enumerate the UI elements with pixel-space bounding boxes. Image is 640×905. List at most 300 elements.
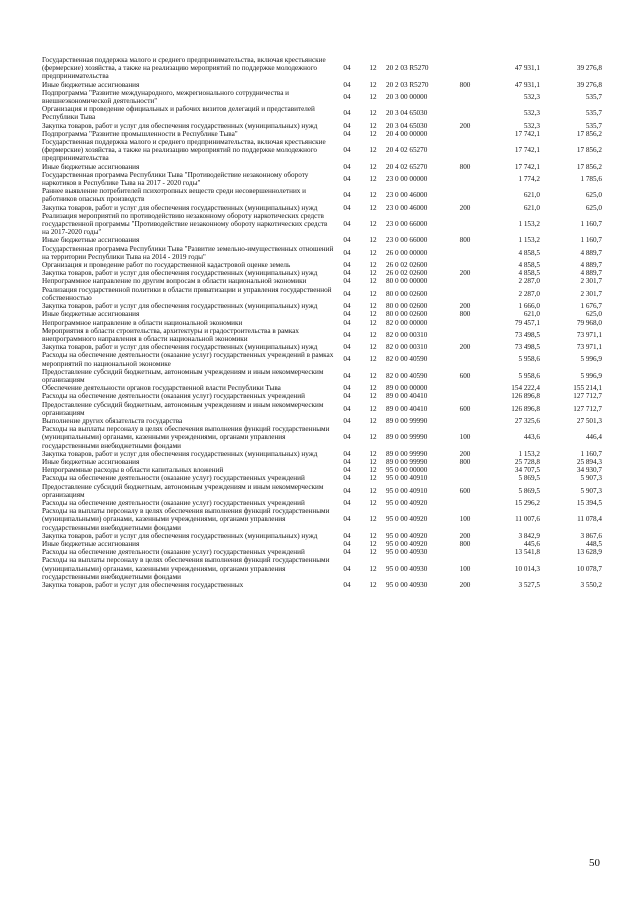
- row-expense-type: 800: [459, 162, 471, 171]
- row-name: Иные бюджетные ассигнования: [42, 539, 140, 548]
- table-row: [42, 417, 602, 425]
- table-row: [42, 261, 602, 269]
- table-row: [42, 384, 602, 392]
- row-expense-type: 200: [459, 121, 471, 130]
- row-expense-type: 200: [459, 269, 471, 278]
- row-subsection-code: 12: [369, 80, 377, 89]
- row-amount-year-2: 39 276,8: [576, 80, 602, 89]
- row-amount-year-1: 532,3: [523, 121, 540, 130]
- row-expense-type: 800: [459, 539, 471, 548]
- row-section-code: 04: [343, 564, 351, 573]
- row-name: Расходы на обеспечение деятельности (оказание услуг) государственных учреждений: [42, 548, 305, 557]
- row-target-article: 89 0 00 40410: [386, 404, 428, 413]
- row-target-article: 95 0 00 40920: [386, 539, 428, 548]
- row-name: Закупка товаров, работ и услуг для обеспечения государственных (муниципальных) нужд: [42, 302, 318, 311]
- table-row: [42, 171, 602, 187]
- row-section-code: 04: [343, 146, 351, 155]
- row-expense-type: [452, 56, 478, 81]
- row-expense-type: [452, 245, 478, 261]
- row-amount-year-1: 1 774,2: [518, 174, 540, 183]
- row-target-article: 95 0 00 40910: [386, 486, 428, 495]
- row-expense-type: [452, 261, 478, 269]
- row-target-article: 95 0 00 40920: [386, 515, 428, 524]
- row-section-code: 04: [343, 310, 351, 319]
- table-row: [42, 163, 602, 171]
- row-name: Государственная поддержка малого и среднего предпринимательства, включая крестьянские (фермерские) хозяйства, а также на реализацию мероприятий по поддержке молодежного предпринимательства: [42, 56, 326, 81]
- row-section-code: 04: [343, 174, 351, 183]
- row-expense-type: 800: [459, 310, 471, 319]
- row-section-code: 04: [343, 449, 351, 458]
- table-row: [42, 581, 602, 589]
- row-expense-type: [452, 138, 478, 163]
- row-subsection-code: 12: [369, 302, 377, 311]
- row-amount-year-1: 2 287,0: [518, 277, 540, 286]
- row-name: Предоставление субсидий бюджетным, автономным учреждениям и иным некоммерческим организациям: [42, 400, 324, 417]
- row-amount-year-1: 621,0: [523, 203, 540, 212]
- row-subsection-code: 12: [369, 392, 377, 401]
- row-section-code: 04: [343, 277, 351, 286]
- row-section-code: 04: [343, 498, 351, 507]
- row-section-code: 04: [343, 548, 351, 557]
- row-target-article: 89 0 00 99990: [386, 416, 428, 425]
- row-expense-type: 200: [459, 203, 471, 212]
- row-expense-type: 200: [459, 531, 471, 540]
- table-row: [42, 351, 602, 367]
- row-amount-year-1: 126 896,8: [511, 404, 540, 413]
- row-amount-year-2: 17 856,2: [576, 129, 602, 138]
- row-name: Реализация мероприятий по противодействию незаконному обороту наркотических средств государственной программы "Противодействие незаконному обороту наркотических средств на 2017-2020 годы": [42, 211, 328, 237]
- row-amount-year-2: 73 971,1: [576, 343, 602, 352]
- row-name: Мероприятия в области строительства, архитектуры и градостроительства в рамках внепрограммного направления в области национальной экономики: [42, 326, 300, 343]
- row-amount-year-2: 625,0: [585, 310, 602, 319]
- row-subsection-code: 12: [369, 174, 377, 183]
- row-subsection-code: 12: [369, 220, 377, 229]
- row-name: Предоставление субсидий бюджетным, автономным учреждениям и иным некоммерческим организациям: [42, 367, 324, 384]
- row-amount-year-2: 4 889,7: [580, 248, 602, 257]
- row-amount-year-1: 1 153,2: [518, 236, 540, 245]
- row-target-article: 26 0 00 00000: [386, 248, 428, 257]
- table-row: [42, 236, 602, 244]
- row-section-code: 04: [343, 64, 351, 73]
- row-section-code: 04: [343, 121, 351, 130]
- row-expense-type: 800: [459, 236, 471, 245]
- row-target-article: 23 0 00 00000: [386, 174, 428, 183]
- row-target-article: 20 4 00 00000: [386, 129, 428, 138]
- row-expense-type: [452, 327, 478, 343]
- row-section-code: 04: [343, 80, 351, 89]
- row-name: Реализация государственной политики в области приватизации и управления государственной собственностью: [42, 285, 332, 302]
- row-subsection-code: 12: [369, 404, 377, 413]
- table-row: [42, 401, 602, 417]
- row-expense-type: 800: [459, 80, 471, 89]
- row-section-code: 04: [343, 433, 351, 442]
- row-subsection-code: 12: [369, 457, 377, 466]
- row-name: Расходы на обеспечение деятельности (оказания услуг) государственных учреждений: [42, 392, 305, 401]
- row-expense-type: [452, 548, 478, 556]
- row-amount-year-1: 17 742,1: [514, 129, 540, 138]
- row-subsection-code: 12: [369, 318, 377, 327]
- table-row: [42, 483, 602, 499]
- row-section-code: 04: [343, 486, 351, 495]
- row-section-code: 04: [343, 474, 351, 483]
- row-target-article: 20 3 04 65030: [386, 121, 428, 130]
- row-name: Подпрограмма "Развитие промышленности в Республике Тыва": [42, 129, 238, 138]
- row-amount-year-2: 1 160,7: [580, 449, 602, 458]
- row-amount-year-2: 13 628,9: [576, 548, 602, 557]
- row-target-article: 82 0 00 00310: [386, 343, 428, 352]
- row-amount-year-2: 1 676,7: [580, 302, 602, 311]
- row-target-article: 89 0 00 99990: [386, 449, 428, 458]
- row-amount-year-2: 4 889,7: [580, 261, 602, 270]
- table-row: [42, 89, 602, 105]
- row-target-article: 89 0 00 00000: [386, 384, 428, 393]
- row-subsection-code: 12: [369, 121, 377, 130]
- row-target-article: 82 0 00 40590: [386, 371, 428, 380]
- table-row: [42, 556, 602, 581]
- row-section-code: 04: [343, 539, 351, 548]
- table-row: [42, 187, 602, 203]
- row-name: Закупка товаров, работ и услуг для обеспечения государственных (муниципальных) нужд: [42, 449, 318, 458]
- row-amount-year-2: 27 501,3: [576, 416, 602, 425]
- row-subsection-code: 12: [369, 581, 377, 589]
- row-amount-year-2: 17 856,2: [576, 162, 602, 171]
- row-expense-type: 200: [459, 343, 471, 352]
- row-expense-type: 100: [459, 433, 471, 442]
- row-subsection-code: 12: [369, 191, 377, 200]
- row-expense-type: [452, 89, 478, 105]
- row-amount-year-1: 1 666,0: [518, 302, 540, 311]
- row-expense-type: [452, 319, 478, 327]
- table-row: [42, 327, 602, 343]
- row-target-article: 20 3 00 00000: [386, 92, 428, 101]
- row-expense-type: [452, 277, 478, 285]
- table-row: [42, 286, 602, 302]
- row-amount-year-1: 4 858,5: [518, 261, 540, 270]
- row-section-code: 04: [343, 92, 351, 101]
- row-section-code: 04: [343, 581, 351, 589]
- row-amount-year-1: 1 153,2: [518, 449, 540, 458]
- row-section-code: 04: [343, 220, 351, 229]
- row-amount-year-1: 13 541,8: [514, 548, 540, 557]
- table-row: [42, 122, 602, 130]
- row-amount-year-1: 4 858,5: [518, 248, 540, 257]
- row-name: Закупка товаров, работ и услуг для обеспечения государственных (муниципальных) нужд: [42, 121, 318, 130]
- row-section-code: 04: [343, 289, 351, 298]
- table-row: [42, 138, 602, 163]
- row-amount-year-2: 25 894,3: [576, 457, 602, 466]
- row-amount-year-1: 532,3: [523, 92, 540, 101]
- row-name: Предоставление субсидий бюджетным, автономным учреждениям и иным некоммерческим организациям: [42, 482, 324, 499]
- row-name: Государственная программа Республики Тыва "Развитие земельно-имущественных отношений на территории Республики Тыва на 2014 - 2019 годы": [42, 244, 334, 261]
- row-subsection-code: 12: [369, 384, 377, 393]
- row-section-code: 04: [343, 416, 351, 425]
- row-amount-year-2: 17 856,2: [576, 146, 602, 155]
- table-row: [42, 56, 602, 81]
- table-row: [42, 81, 602, 89]
- row-amount-year-2: 39 276,8: [576, 64, 602, 73]
- row-section-code: 04: [343, 203, 351, 212]
- row-target-article: 80 0 00 00000: [386, 277, 428, 286]
- table-row: [42, 343, 602, 351]
- table-row: [42, 319, 602, 327]
- row-name: Закупка товаров, работ и услуг для обеспечения государственных (муниципальных) нужд: [42, 531, 318, 540]
- row-target-article: 80 0 00 02600: [386, 310, 428, 319]
- row-section-code: 04: [343, 109, 351, 118]
- row-expense-type: [452, 474, 478, 482]
- row-amount-year-1: 126 896,8: [511, 392, 540, 401]
- budget-table: [42, 56, 602, 589]
- row-amount-year-2: 625,0: [585, 203, 602, 212]
- row-amount-year-1: 73 498,5: [514, 330, 540, 339]
- row-expense-type: [452, 417, 478, 425]
- row-subsection-code: 12: [369, 416, 377, 425]
- row-section-code: 04: [343, 515, 351, 524]
- page-number: 50: [589, 857, 600, 869]
- row-amount-year-1: 17 742,1: [514, 146, 540, 155]
- row-amount-year-1: 15 296,2: [514, 498, 540, 507]
- row-section-code: 04: [343, 355, 351, 364]
- row-subsection-code: 12: [369, 289, 377, 298]
- row-amount-year-2: 34 930,7: [576, 466, 602, 475]
- row-expense-type: [452, 392, 478, 400]
- row-name: Расходы на выплаты персоналу в целях обеспечения выполнения функций государственными (муниципальными) органами, казенными учреждениями, органами управления государственными внебюджетными фондами: [42, 425, 330, 450]
- row-name: Иные бюджетные ассигнования: [42, 236, 140, 245]
- row-target-article: 23 0 00 46000: [386, 203, 428, 212]
- row-amount-year-2: 79 968,0: [576, 318, 602, 327]
- row-amount-year-1: 25 728,8: [514, 457, 540, 466]
- table-row: [42, 540, 602, 548]
- row-name: Расходы на обеспечение деятельности (оказание услуг) государственных учреждений: [42, 498, 305, 507]
- row-amount-year-1: 621,0: [523, 310, 540, 319]
- row-expense-type: [452, 212, 478, 237]
- row-target-article: 82 0 00 40590: [386, 355, 428, 364]
- row-name: Непрограммное направление по другим вопросам в области национальной экономики: [42, 277, 307, 286]
- row-subsection-code: 12: [369, 277, 377, 286]
- table-row: [42, 368, 602, 384]
- row-subsection-code: 12: [369, 564, 377, 573]
- row-amount-year-1: 3 527,5: [518, 581, 540, 589]
- row-amount-year-1: 4 858,5: [518, 269, 540, 278]
- row-amount-year-1: 34 707,5: [514, 466, 540, 475]
- row-subsection-code: 12: [369, 515, 377, 524]
- row-amount-year-1: 3 842,9: [518, 531, 540, 540]
- row-amount-year-2: 2 301,7: [580, 289, 602, 298]
- row-amount-year-2: 448,5: [585, 539, 602, 548]
- row-target-article: 80 0 00 02600: [386, 289, 428, 298]
- table-row: [42, 310, 602, 318]
- row-amount-year-1: 532,3: [523, 109, 540, 118]
- row-subsection-code: 12: [369, 486, 377, 495]
- row-subsection-code: 12: [369, 203, 377, 212]
- row-name: Непрограммное направление в области национальной экономики: [42, 318, 243, 327]
- table-row: [42, 302, 602, 310]
- row-section-code: 04: [343, 261, 351, 270]
- row-target-article: 23 0 00 66000: [386, 220, 428, 229]
- row-amount-year-1: 5 869,5: [518, 486, 540, 495]
- row-section-code: 04: [343, 466, 351, 475]
- row-name: Закупка товаров, работ и услуг для обеспечения государственных (муниципальных) нужд: [42, 343, 318, 352]
- row-amount-year-1: 11 007,6: [515, 515, 540, 524]
- row-amount-year-1: 47 931,1: [514, 64, 540, 73]
- row-name: Раннее выявление потребителей психотропных веществ среди несовершеннолетних и работников опасных производств: [42, 187, 307, 204]
- row-subsection-code: 12: [369, 92, 377, 101]
- row-amount-year-2: 625,0: [585, 191, 602, 200]
- table-row: [42, 269, 602, 277]
- row-amount-year-2: 127 712,7: [573, 392, 602, 401]
- row-name: Обеспечение деятельности органов государственной власти Республики Тыва: [42, 384, 281, 393]
- row-subsection-code: 12: [369, 371, 377, 380]
- row-target-article: 82 0 00 00000: [386, 318, 428, 327]
- row-amount-year-2: 5 907,3: [580, 486, 602, 495]
- row-target-article: 89 0 00 99990: [386, 433, 428, 442]
- row-amount-year-2: 10 078,7: [576, 564, 602, 573]
- row-amount-year-1: 73 498,5: [514, 343, 540, 352]
- table-row: [42, 212, 602, 237]
- row-amount-year-2: 73 971,1: [576, 330, 602, 339]
- row-target-article: 95 0 00 40920: [386, 498, 428, 507]
- row-section-code: 04: [343, 457, 351, 466]
- row-amount-year-2: 4 889,7: [580, 269, 602, 278]
- row-amount-year-2: 1 160,7: [580, 236, 602, 245]
- row-target-article: 95 0 00 40930: [386, 564, 428, 573]
- row-amount-year-2: 2 301,7: [580, 277, 602, 286]
- row-amount-year-2: 535,7: [585, 109, 602, 118]
- row-expense-type: [452, 187, 478, 203]
- row-expense-type: 100: [459, 564, 471, 573]
- row-expense-type: 600: [459, 371, 471, 380]
- row-section-code: 04: [343, 531, 351, 540]
- row-name: Организация и проведение официальных и рабочих визитов делегаций и представителей Республики Тыва: [42, 105, 315, 122]
- row-target-article: 82 0 00 00310: [386, 330, 428, 339]
- row-section-code: 04: [343, 392, 351, 401]
- table-row: [42, 105, 602, 121]
- row-amount-year-1: 445,6: [523, 539, 540, 548]
- row-amount-year-2: 11 078,4: [577, 515, 602, 524]
- row-subsection-code: 12: [369, 449, 377, 458]
- row-target-article: 20 4 02 65270: [386, 162, 428, 171]
- row-name: Иные бюджетные ассигнования: [42, 80, 140, 89]
- row-name: Непрограммные расходы в области капитальных вложений: [42, 466, 224, 475]
- row-amount-year-1: 5 869,5: [518, 474, 540, 483]
- row-amount-year-2: 5 996,9: [580, 355, 602, 364]
- row-subsection-code: 12: [369, 474, 377, 483]
- table-row: [42, 450, 602, 458]
- row-amount-year-1: 621,0: [523, 191, 540, 200]
- row-name: Закупка товаров, работ и услуг для обеспечения государственных (муниципальных) нужд: [42, 203, 318, 212]
- table-row: [42, 245, 602, 261]
- row-expense-type: 600: [459, 404, 471, 413]
- row-name: Выполнение других обязательств государства: [42, 416, 183, 425]
- table-row: [42, 130, 602, 138]
- row-subsection-code: 12: [369, 466, 377, 475]
- row-subsection-code: 12: [369, 129, 377, 138]
- table-row: [42, 425, 602, 450]
- table-row: [42, 458, 602, 466]
- row-section-code: 04: [343, 236, 351, 245]
- row-name: Иные бюджетные ассигнования: [42, 457, 140, 466]
- row-amount-year-1: 27 325,6: [514, 416, 540, 425]
- row-target-article: 80 0 00 02600: [386, 302, 428, 311]
- row-name: Государственная поддержка малого и среднего предпринимательства, включая крестьянские (фермерские) хозяйства, а также на реализацию мероприятий по поддержке молодежного предпринимательства: [42, 138, 326, 163]
- row-expense-type: 200: [459, 302, 471, 311]
- row-name: Организация и проведение работ по государственной кадастровой оценке земель: [42, 261, 291, 270]
- row-expense-type: 200: [459, 449, 471, 458]
- row-target-article: 95 0 00 40910: [386, 474, 428, 483]
- row-amount-year-1: 5 958,6: [518, 355, 540, 364]
- row-expense-type: [452, 286, 478, 302]
- row-name: Расходы на выплаты персоналу в целях обеспечения выполнения функций государственными (муниципальными) органами, казенными учреждениями, органами управления государственными внебюджетными фондами: [42, 507, 330, 532]
- row-subsection-code: 12: [369, 146, 377, 155]
- row-expense-type: 800: [459, 457, 471, 466]
- row-expense-type: [452, 130, 478, 138]
- row-subsection-code: 12: [369, 330, 377, 339]
- row-target-article: 20 2 03 R5270: [386, 80, 429, 89]
- row-subsection-code: 12: [369, 355, 377, 364]
- row-expense-type: [452, 105, 478, 121]
- row-section-code: 04: [343, 302, 351, 311]
- row-amount-year-2: 446,4: [585, 433, 602, 442]
- row-subsection-code: 12: [369, 261, 377, 270]
- row-amount-year-2: 127 712,7: [573, 404, 602, 413]
- row-name: Расходы на обеспечение деятельности (оказание услуг) государственных учреждений: [42, 474, 305, 483]
- row-section-code: 04: [343, 248, 351, 257]
- row-section-code: 04: [343, 269, 351, 278]
- row-amount-year-1: 443,6: [523, 433, 540, 442]
- row-target-article: 95 0 00 40920: [386, 531, 428, 540]
- row-amount-year-2: 535,7: [585, 92, 602, 101]
- row-expense-type: [452, 351, 478, 367]
- table-row: [42, 548, 602, 556]
- row-amount-year-2: 5 996,9: [580, 371, 602, 380]
- row-target-article: 89 0 00 40410: [386, 392, 428, 401]
- row-target-article: 23 0 00 66000: [386, 236, 428, 245]
- row-target-article: 26 0 02 02600: [386, 261, 428, 270]
- row-subsection-code: 12: [369, 498, 377, 507]
- row-target-article: 95 0 00 40930: [386, 581, 428, 589]
- row-amount-year-2: 3 550,2: [580, 581, 602, 589]
- row-amount-year-1: 47 931,1: [514, 80, 540, 89]
- budget-table-body: [42, 56, 602, 589]
- row-name: Закупка товаров, работ и услуг для обеспечения государственных: [42, 581, 244, 589]
- row-amount-year-1: 17 742,1: [514, 162, 540, 171]
- row-target-article: 20 3 04 65030: [386, 109, 428, 118]
- row-section-code: 04: [343, 404, 351, 413]
- row-expense-type: 100: [459, 515, 471, 524]
- row-section-code: 04: [343, 318, 351, 327]
- table-row: [42, 204, 602, 212]
- row-subsection-code: 12: [369, 310, 377, 319]
- row-target-article: 95 0 00 00000: [386, 466, 428, 475]
- row-section-code: 04: [343, 384, 351, 393]
- row-subsection-code: 12: [369, 236, 377, 245]
- row-subsection-code: 12: [369, 531, 377, 540]
- row-name: Подпрограмма "Развитие международного, межрегионального сотрудничества и внешнеэкономической деятельности": [42, 88, 290, 106]
- row-name: Закупка товаров, работ и услуг для обеспечения государственных (муниципальных) нужд: [42, 269, 318, 278]
- table-row: [42, 277, 602, 285]
- row-section-code: 04: [343, 330, 351, 339]
- row-subsection-code: 12: [369, 343, 377, 352]
- row-name: Государственная программа Республики Тыва "Противодействие незаконному обороту наркотиков в Республике Тыва на 2017 - 2020 годы": [42, 170, 309, 188]
- row-expense-type: 200: [459, 581, 471, 589]
- row-expense-type: [452, 384, 478, 392]
- row-amount-year-2: 535,7: [585, 121, 602, 130]
- table-row: [42, 466, 602, 474]
- row-amount-year-1: 2 287,0: [518, 289, 540, 298]
- row-target-article: 20 4 02 65270: [386, 146, 428, 155]
- row-target-article: 26 0 02 02600: [386, 269, 428, 278]
- row-expense-type: 600: [459, 486, 471, 495]
- row-expense-type: [452, 499, 478, 507]
